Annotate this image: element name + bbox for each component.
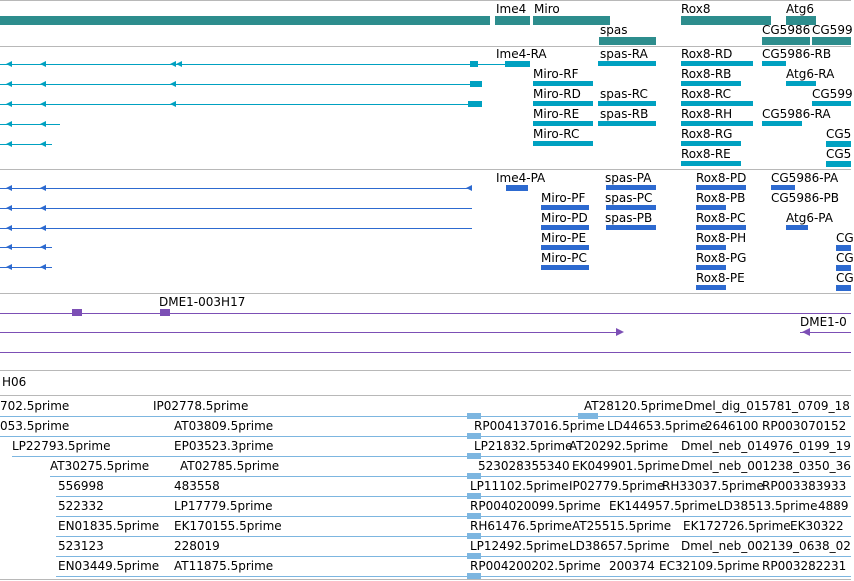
- gene-label[interactable]: CG599: [812, 23, 853, 37]
- strand-arrow-icon: [6, 185, 12, 191]
- strand-arrow-icon: [6, 61, 12, 67]
- est-label[interactable]: 522332: [58, 499, 104, 513]
- est-label[interactable]: 200374: [609, 559, 655, 573]
- transcript-label[interactable]: Miro-RD: [533, 87, 581, 101]
- est-label[interactable]: LP21832.5prime: [474, 439, 573, 453]
- est-label[interactable]: LD38657.5prime: [569, 539, 670, 553]
- strand-arrow-icon: [176, 61, 182, 67]
- est-label[interactable]: 702.5prime: [0, 399, 70, 413]
- transcript-label[interactable]: Rox8-RC: [681, 87, 731, 101]
- est-label[interactable]: AT30275.5prime: [50, 459, 150, 473]
- strand-arrow-icon: [40, 225, 46, 231]
- est-label[interactable]: EK144957.5prime: [609, 499, 717, 513]
- est-label[interactable]: RP004200202.5prime: [470, 559, 601, 573]
- transcript-label[interactable]: Rox8-RH: [681, 107, 733, 121]
- strand-arrow-icon: [6, 141, 12, 147]
- transcript-label[interactable]: Rox8-PB: [696, 191, 746, 205]
- est-label[interactable]: Dmel_neb_014976_0199_19: [681, 439, 851, 453]
- transcript-label[interactable]: spas-RB: [600, 107, 649, 121]
- transcript-label[interactable]: Rox8-RD: [681, 47, 733, 61]
- strand-arrow-icon: [40, 141, 46, 147]
- transcript-label[interactable]: spas-RC: [600, 87, 648, 101]
- est-label[interactable]: EK172726.5prime: [683, 519, 791, 533]
- transcript-label[interactable]: Rox8-PE: [696, 271, 745, 285]
- est-label[interactable]: 2646100: [705, 419, 759, 433]
- est-label[interactable]: RP003282231: [762, 559, 847, 573]
- strand-arrow-icon: [40, 121, 46, 127]
- strand-arrow-icon: [6, 225, 12, 231]
- transcript-label[interactable]: CG: [836, 251, 854, 265]
- est-label[interactable]: 523123: [58, 539, 104, 553]
- est-label[interactable]: RP003383933: [762, 479, 847, 493]
- transcript-label[interactable]: Rox8-PD: [696, 171, 747, 185]
- transcript-label[interactable]: CG: [836, 231, 854, 245]
- transcript-label[interactable]: CG: [836, 271, 854, 285]
- est-label[interactable]: RP004137016.5prime: [474, 419, 605, 433]
- transcript-label[interactable]: Rox8-RG: [681, 127, 733, 141]
- strand-arrow-icon: [40, 101, 46, 107]
- transcript-label[interactable]: CG5986-RB: [762, 47, 832, 61]
- strand-arrow-icon: [40, 205, 46, 211]
- transcript-label[interactable]: spas-RA: [600, 47, 648, 61]
- transcript-label[interactable]: Atg6-PA: [786, 211, 833, 225]
- transcript-label[interactable]: Miro-RC: [533, 127, 580, 141]
- strand-arrow-icon: [6, 101, 12, 107]
- transcript-label[interactable]: Miro-PE: [541, 231, 587, 245]
- transcript-label[interactable]: Rox8-PG: [696, 251, 747, 265]
- strand-arrow-icon: [170, 81, 176, 87]
- transcript-label[interactable]: Rox8-RB: [681, 67, 732, 81]
- est-label[interactable]: IP02779.5prime: [569, 479, 665, 493]
- gene-label[interactable]: spas: [600, 23, 628, 37]
- est-label[interactable]: LP12492.5prime: [470, 539, 569, 553]
- est-label[interactable]: AT11875.5prime: [174, 559, 274, 573]
- est-label[interactable]: 4889: [818, 499, 849, 513]
- est-label[interactable]: RH33037.5prime: [662, 479, 764, 493]
- transcript-label[interactable]: Miro-RF: [533, 67, 579, 81]
- est-label[interactable]: AT02785.5prime: [180, 459, 280, 473]
- est-label[interactable]: EN03449.5prime: [58, 559, 160, 573]
- transcript-label[interactable]: Rox8-PC: [696, 211, 746, 225]
- est-label[interactable]: 228019: [174, 539, 220, 553]
- est-label[interactable]: 523028355340: [478, 459, 570, 473]
- est-label[interactable]: LD38513.5prime: [717, 499, 818, 513]
- track-label[interactable]: H06: [2, 375, 27, 389]
- est-label[interactable]: Dmel_neb_002139_0638_02: [681, 539, 851, 553]
- est-label[interactable]: AT20292.5prime: [569, 439, 669, 453]
- clone-label[interactable]: DME1-0: [800, 315, 847, 329]
- est-label[interactable]: LP22793.5prime: [12, 439, 111, 453]
- transcript-label[interactable]: CG5: [826, 147, 852, 161]
- transcript-label[interactable]: CG5986-PB: [771, 191, 840, 205]
- strand-arrow-icon: [616, 328, 624, 336]
- strand-arrow-icon: [40, 185, 46, 191]
- est-label[interactable]: RP003070152: [762, 419, 847, 433]
- strand-arrow-icon: [6, 205, 12, 211]
- est-label[interactable]: IP02778.5prime: [153, 399, 249, 413]
- transcript-label[interactable]: Miro-PC: [541, 251, 587, 265]
- strand-arrow-icon: [6, 121, 12, 127]
- strand-arrow-icon: [466, 185, 472, 191]
- est-label[interactable]: EK170155.5prime: [174, 519, 282, 533]
- est-label[interactable]: RH61476.5prime: [470, 519, 572, 533]
- gene-label[interactable]: CG5986: [762, 23, 811, 37]
- transcript-label[interactable]: spas-PB: [605, 211, 653, 225]
- strand-arrow-icon: [40, 264, 46, 270]
- est-label[interactable]: 556998: [58, 479, 104, 493]
- est-label[interactable]: EN01835.5prime: [58, 519, 160, 533]
- transcript-label[interactable]: CG5986-RA: [762, 107, 831, 121]
- est-label[interactable]: AT25515.5prime: [572, 519, 672, 533]
- est-label[interactable]: Dmel_dig_015781_0709_18: [684, 399, 850, 413]
- strand-arrow-icon: [6, 81, 12, 87]
- transcript-label[interactable]: Ime4-PA: [496, 171, 546, 185]
- est-label[interactable]: 483558: [174, 479, 220, 493]
- gene-label[interactable]: Ime4: [496, 2, 527, 16]
- strand-arrow-icon: [802, 328, 810, 336]
- transcript-label[interactable]: Rox8-PH: [696, 231, 747, 245]
- transcript-label[interactable]: CG5986-PA: [771, 171, 839, 185]
- transcript-label[interactable]: Miro-RE: [533, 107, 580, 121]
- gene-label[interactable]: Atg6: [786, 2, 814, 16]
- strand-arrow-icon: [40, 81, 46, 87]
- strand-arrow-icon: [40, 244, 46, 250]
- est-label[interactable]: EC32109.5prime: [659, 559, 760, 573]
- est-label[interactable]: AT28120.5prime: [584, 399, 684, 413]
- est-label[interactable]: EK30322: [790, 519, 844, 533]
- est-label[interactable]: EK049901.5prime: [572, 459, 680, 473]
- transcript-label[interactable]: Rox8-RE: [681, 147, 731, 161]
- strand-arrow-icon: [40, 61, 46, 67]
- transcript-label[interactable]: CG599: [812, 87, 853, 101]
- transcript-label[interactable]: CG5: [826, 127, 852, 141]
- clone-label[interactable]: DME1-003H17: [159, 295, 246, 309]
- est-label[interactable]: RP004020099.5prime: [470, 499, 601, 513]
- strand-arrow-icon: [170, 61, 176, 67]
- est-label[interactable]: LP17779.5prime: [174, 499, 273, 513]
- est-label[interactable]: Dmel_neb_001238_0350_36: [681, 459, 851, 473]
- est-label[interactable]: 053.5prime: [0, 419, 70, 433]
- transcript-label[interactable]: spas-PC: [605, 191, 653, 205]
- gene-label[interactable]: Rox8: [681, 2, 711, 16]
- transcript-label[interactable]: Ime4-RA: [496, 47, 547, 61]
- transcript-label[interactable]: Miro-PD: [541, 211, 588, 225]
- gene-label[interactable]: Miro: [534, 2, 560, 16]
- transcript-label[interactable]: Miro-PF: [541, 191, 586, 205]
- transcript-label[interactable]: spas-PA: [605, 171, 652, 185]
- est-label[interactable]: LD44653.5prime: [607, 419, 708, 433]
- strand-arrow-icon: [6, 264, 12, 270]
- transcript-label[interactable]: Atg6-RA: [786, 67, 835, 81]
- est-label[interactable]: AT03809.5prime: [174, 419, 274, 433]
- strand-arrow-icon: [170, 101, 176, 107]
- strand-arrow-icon: [6, 244, 12, 250]
- est-label[interactable]: LP11102.5prime: [470, 479, 569, 493]
- est-label[interactable]: EP03523.3prime: [174, 439, 274, 453]
